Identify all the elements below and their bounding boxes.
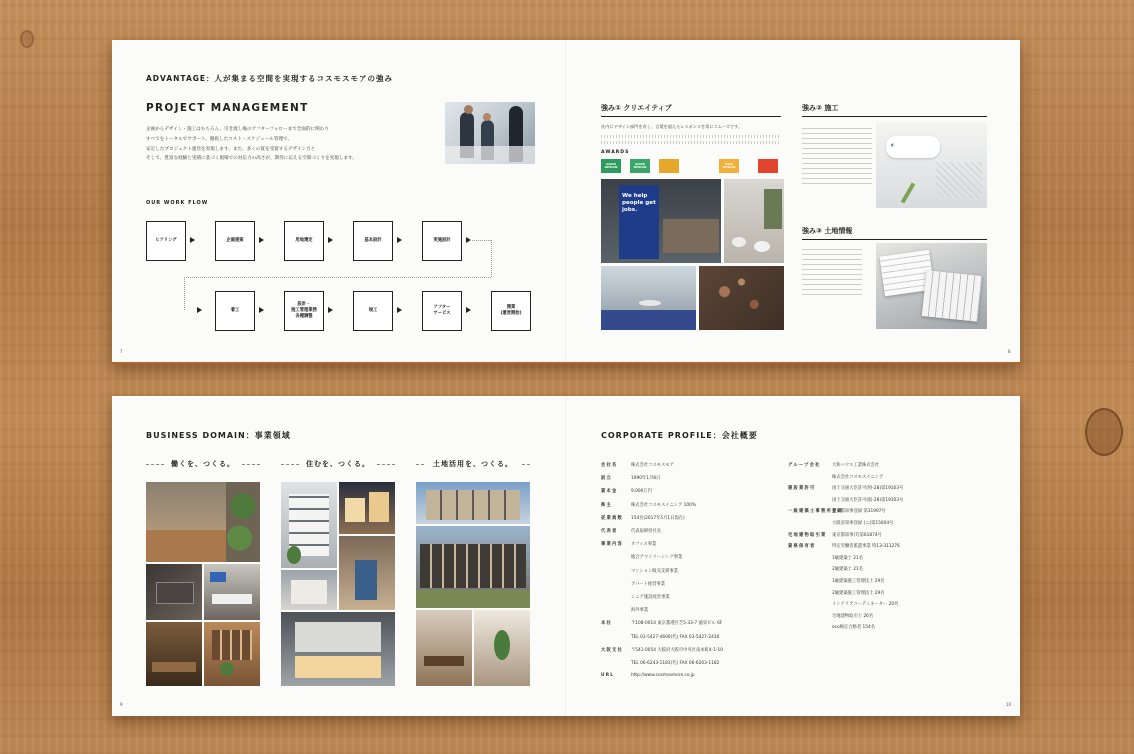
- business-domain-heading: BUSINESS DOMAIN：事業領域: [146, 431, 291, 440]
- profile-value: 海外事業: [631, 608, 649, 614]
- meeting-photo: [445, 102, 535, 164]
- profile-row: [601, 607, 648, 613]
- flow-connector: [491, 240, 492, 277]
- profile-row: [601, 475, 660, 481]
- strength-2-body: [802, 124, 872, 184]
- flow-arrow: [259, 237, 264, 243]
- profile-row: [601, 515, 685, 521]
- awards-title: AWARDS: [601, 150, 630, 155]
- flow-arrow: [328, 237, 333, 243]
- profile-row: [601, 660, 719, 666]
- profile-row: [601, 554, 682, 560]
- profile-value[interactable]: http://www.cosmosmore.co.jp: [631, 673, 695, 679]
- award-badge: [659, 159, 679, 173]
- work-photo-plants: [204, 622, 260, 686]
- flow-connector: [184, 277, 491, 278]
- work-photo-office: [146, 482, 260, 562]
- profile-value: TEL 06-6243-1181(代) FAX 06-6203-1182: [631, 661, 720, 666]
- profile-row: [601, 620, 722, 626]
- domain-caption-work: 働くを、つくる。: [166, 459, 240, 469]
- flow-step: 基本設計: [353, 221, 393, 261]
- strength-3-body: [802, 245, 862, 295]
- flow-step: 竣工: [353, 291, 393, 331]
- profile-value: 東京都知事(7)第61874号: [832, 532, 882, 538]
- office-photo-blue: [601, 179, 721, 263]
- page-gutter: [565, 40, 567, 362]
- lounge-photo: [724, 179, 784, 263]
- profile-value: 国土交通大臣許可(般-28)第19103号: [832, 497, 904, 503]
- profile-label: 宅地建物取引業: [788, 532, 827, 538]
- profile-row: [788, 613, 873, 619]
- land-photo-lobby: [474, 610, 530, 686]
- profile-label: 株主: [601, 502, 612, 508]
- profile-row: [601, 647, 723, 653]
- profile-value: 1級建築施工管理技士 29名: [832, 579, 885, 584]
- profile-value: アパート経営事業: [631, 581, 666, 587]
- live-photo-night: [339, 482, 395, 534]
- live-photo-building: [281, 482, 337, 568]
- profile-value: 総合アウトソーシング事業: [631, 555, 683, 561]
- domain-caption-land: 土地活用を、つくる。: [426, 459, 520, 469]
- live-photo-entrance: [339, 536, 395, 610]
- wood-knot: [20, 30, 34, 48]
- work-photo-cafe: [146, 622, 202, 686]
- profile-row: [788, 474, 883, 480]
- profile-value: 2級建築施工管理技士 29名: [832, 590, 885, 596]
- page-gutter: [565, 396, 567, 716]
- profile-label: 従業員数: [601, 515, 623, 521]
- profile-value: マンション販売支援事業: [631, 568, 679, 574]
- flow-connector: [472, 240, 491, 241]
- profile-label: 一級建築士事務所登録: [788, 509, 843, 515]
- profile-value: シニア施設経営事業: [631, 595, 670, 600]
- land-photo-dining: [416, 610, 472, 686]
- strength-2-title: 強み② 施工: [802, 103, 987, 117]
- profile-row: [601, 673, 695, 678]
- profile-label: 本社: [601, 621, 612, 627]
- corporate-profile-heading: CORPORATE PROFILE：会社概要: [601, 431, 758, 440]
- project-body: [146, 125, 446, 164]
- profile-value: 株式会社コスモスイニシア 100%: [631, 502, 696, 508]
- work-photo-lobby: [146, 564, 202, 620]
- flow-step: 着工: [215, 291, 255, 331]
- strength-3-title: 強み③ 土地情報: [802, 226, 987, 240]
- profile-label: 事業内容: [601, 542, 623, 548]
- profile-value: 9,000万円: [631, 489, 652, 495]
- land-maps-photo: [876, 243, 987, 329]
- profile-row: [788, 520, 893, 526]
- award-badge: GOOD DESIGN: [630, 159, 650, 173]
- profile-row: [601, 502, 696, 508]
- flow-step: 実施設計: [422, 221, 462, 261]
- profile-row: [601, 594, 670, 600]
- land-photo-apartment: [416, 482, 530, 524]
- profile-row: [601, 541, 656, 547]
- live-photo-house: [281, 570, 337, 610]
- construction-plans-photo: ◐: [876, 122, 987, 208]
- profile-value: 株式会社コスモスイニシア: [832, 474, 884, 480]
- profile-value: 〒108-0014 東京都港区芝5-33-7 徳栄ビル 6F: [631, 621, 723, 627]
- award-badge: ASIA DESIGN: [719, 159, 739, 173]
- domain-caption-live: 住むを、つくる。: [301, 459, 375, 469]
- profile-value: 大和ハウス工業株式会社: [832, 463, 880, 468]
- flow-arrow: [197, 307, 202, 313]
- profile-row: [788, 555, 863, 561]
- profile-label: 会社名: [601, 463, 618, 468]
- flow-connector: [184, 277, 185, 310]
- profile-value: eco検定合格者 154名: [832, 625, 875, 631]
- profile-row: [788, 508, 886, 514]
- flow-step: 設計・ 施工管理業務 各種調整: [284, 291, 324, 331]
- body-line: 企画からデザイン・施工はもちろん、引き渡し後のアフターフォローまで全面的に関わり: [146, 127, 329, 132]
- flow-step: ヒアリング: [146, 221, 186, 261]
- profile-value: 2級建築士 21名: [832, 567, 864, 573]
- profile-row: [601, 488, 652, 494]
- flow-step: 開業 (運営開始): [491, 291, 531, 331]
- flow-arrow: [397, 307, 402, 313]
- profile-value: 国土交通大臣許可(特-28)第19103号: [832, 486, 904, 492]
- profile-row: [788, 485, 903, 491]
- wood-knot: [1085, 408, 1123, 456]
- body-line: 安定したプロジェクト運営を実現します。また、多くの賞を受賞するデザイン力と: [146, 146, 316, 152]
- profile-value: 〒541-0054 大阪府大阪市中央区南本町4-1-10: [631, 647, 723, 653]
- profile-value: 株式会社コスモスモア: [631, 463, 674, 468]
- live-photo-facade: [281, 612, 395, 686]
- profile-row: [601, 634, 719, 640]
- profile-label: 資本金: [601, 489, 618, 495]
- profile-row: [601, 568, 678, 574]
- advantage-heading: ADVANTAGE：人が集まる空間を実現するコスモスモアの強み: [146, 74, 394, 83]
- profile-row: [788, 462, 879, 468]
- page-number: 9: [120, 702, 123, 707]
- meeting-room-photo: [601, 266, 696, 330]
- strength-1-body: [601, 124, 781, 144]
- project-management-title: PROJECT MANAGEMENT: [146, 102, 309, 114]
- work-photo-meeting: [204, 564, 260, 620]
- profile-row: [788, 497, 903, 503]
- flow-arrow: [466, 307, 471, 313]
- brochure-spread-top: [112, 40, 1020, 364]
- profile-row: [788, 532, 882, 538]
- profile-label: 代表者: [601, 529, 618, 534]
- profile-value: 154名(2017年5月1日現在): [631, 515, 685, 521]
- profile-value: インテリアコーディネーター 20名: [832, 602, 899, 608]
- land-photo-terrace: [416, 526, 530, 608]
- profile-label: グループ会社: [788, 463, 821, 468]
- flow-arrow: [190, 237, 195, 243]
- flow-arrow: [259, 307, 264, 313]
- profile-row: [788, 543, 900, 549]
- climbing-wall-photo: [699, 266, 784, 330]
- flow-step: 用地選定: [284, 221, 324, 261]
- profile-value: 特定労働者派遣事業 特13-311276: [832, 544, 900, 550]
- page-number: 10: [1006, 702, 1012, 707]
- strength-1-text: 社内にデザイン部門を有し、言葉を超えたレスポンスを常にスムーズです。: [601, 124, 743, 129]
- profile-value: 1級建築士 21名: [832, 555, 864, 561]
- profile-row: [601, 581, 665, 587]
- profile-label: 資格保有者: [788, 544, 816, 550]
- brochure-spread-bottom: [112, 396, 1020, 716]
- poster-text: We help people get jobs.: [622, 193, 656, 213]
- body-line: すべてをトータルでサポート。徹底したコスト・スケジュール管理で、: [146, 136, 293, 142]
- profile-row: [788, 578, 885, 584]
- profile-row: [788, 590, 885, 596]
- profile-row: [788, 566, 863, 572]
- profile-label: 大阪支社: [601, 647, 623, 653]
- profile-value: 代表取締役社長: [631, 529, 662, 534]
- flow-step: アフター サービス: [422, 291, 462, 331]
- flow-arrow: [328, 307, 333, 313]
- award-badge: GOOD DESIGN: [601, 159, 621, 173]
- flow-step: 企画提案: [215, 221, 255, 261]
- flow-arrow: [466, 237, 471, 243]
- profile-row: [601, 462, 674, 468]
- profile-row: [788, 601, 898, 607]
- flow-arrow: [397, 237, 402, 243]
- profile-value: オフィス事業: [631, 542, 657, 548]
- workflow-title: OUR WORK FLOW: [146, 200, 209, 206]
- strength-1-title: 強み① クリエイティブ: [601, 103, 781, 117]
- profile-label: URL: [601, 673, 615, 679]
- profile-label: 設立: [601, 476, 612, 482]
- profile-row: [601, 528, 661, 534]
- page-number: 8: [1008, 349, 1011, 354]
- body-line: そして、豊富な経験と実績に基づく現場での対応力の高さが、期待に応える空間づくりを実現します。: [146, 156, 357, 162]
- profile-row: [788, 624, 875, 630]
- profile-value: 東京都知事登録 第31997号: [832, 509, 886, 515]
- profile-value: 大阪府知事登録 (ニ)第15604号: [832, 521, 894, 526]
- profile-value: TEL 03-5427-4600(代) FAX 03-5427-2430: [631, 634, 720, 640]
- profile-value: 宅地建物取引士 26名: [832, 613, 874, 619]
- profile-label: 建設業許可: [788, 486, 816, 492]
- profile-value: 1990年1月8日: [631, 476, 661, 482]
- page-number: 7: [120, 349, 123, 354]
- award-badge: [758, 159, 778, 173]
